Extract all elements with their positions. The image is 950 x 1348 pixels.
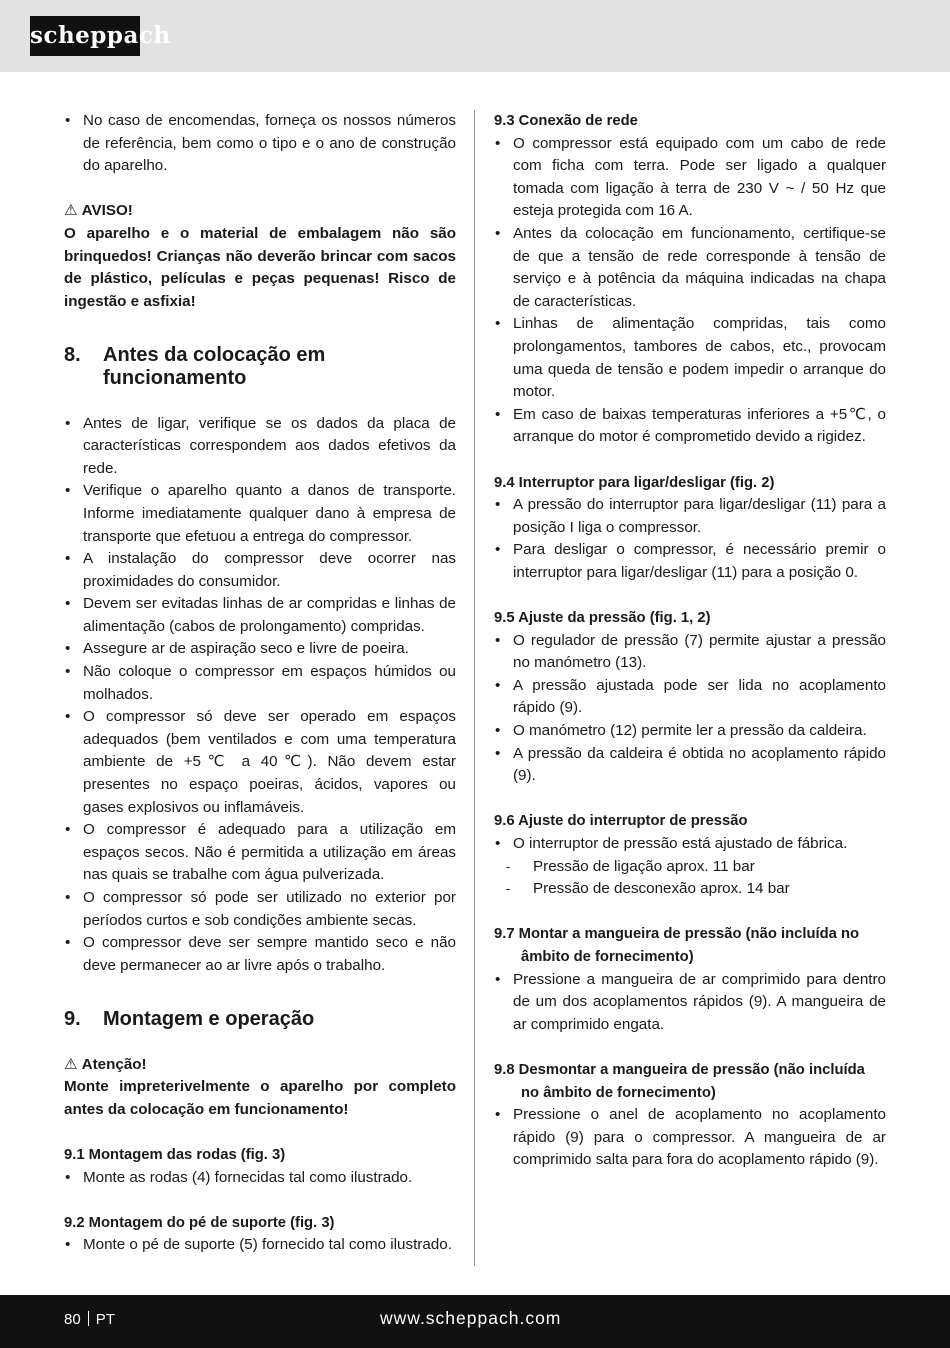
separator [88,1311,89,1326]
section-title: Antes da colocação em funcionamento [103,343,326,389]
subsection-9-7-list [494,969,886,1037]
list-item: • O compressor está equipado com um cabo de rede com ficha com terra. Pode ser ligado a qualquer tomada com ligação à terra de 230 V ~ / 50 Hz que esteja protegida com 16 A. [494,133,886,223]
list-item: • Verifique o aparelho quanto a danos de transporte. Informe imediatamente qualquer dano à empresa de transporte que efetuou a entrega do compressor. [64,480,456,548]
intro-list [64,110,456,178]
list-item: • Antes da colocação em funcionamento, certifique-se de que a tensão de rede corresponde à tensão de serviço e à potência da máquina indicadas na chapa de características. [494,223,886,313]
subsection-9-5-list [494,630,886,788]
list-item: • Assegure ar de aspiração seco e livre de poeira. [64,638,456,661]
subsection-9-2-list [64,1234,456,1257]
page-number [64,1309,115,1331]
website-link[interactable]: www.scheppach.com [380,1308,562,1328]
section-8-list [64,413,456,978]
subsection-9-5-title: 9.5 Ajuste da pressão (fig. 1, 2) [494,610,711,627]
list-item: • Pressione o anel de acoplamento no acoplamento rápido (9) para o compressor. A mangueira de ar comprimido salta para fora do acoplamento rápido (9). [494,1104,886,1172]
subsection-9-4-list [494,494,886,584]
subsection-9-1-title: 9.1 Montagem das rodas (fig. 3) [64,1146,286,1163]
subsection-9-3-title: 9.3 Conexão de rede [494,113,638,129]
section-number: 9. [64,1007,81,1030]
section-9-heading [64,1008,456,1031]
list-item: • Em caso de baixas temperaturas inferiores a +5℃, o arranque do motor é comprometido devido a rigidez. [494,404,886,449]
scheppach-logo: scheppach [30,16,140,56]
list-item: • Antes de ligar, verifique se os dados da placa de características correspondem aos dados efetivos da rede. [64,413,456,481]
attention-text: Monte impreterivelmente o aparelho por completo antes da colocação em funcionamento! [64,1078,456,1118]
subsection-9-6-title: 9.6 Ajuste do interruptor de pressão [494,813,748,830]
list-item: • O compressor é adequado para a utilização em espaços secos. Não é permitida a utilização em áreas nas quais se trabalhe com água pulverizada. [64,819,456,887]
warning-triangle-icon: ⚠ [64,1055,78,1073]
list-item: • A pressão do interruptor para ligar/desligar (11) para a posição I liga o compressor. [494,494,886,539]
section-number: 8. [64,343,81,366]
list-item: - Pressão de ligação aprox. 11 bar [494,856,886,879]
subsection-9-3-list [494,133,886,449]
list-item: • Para desligar o compressor, é necessário premir o interruptor para ligar/desligar (11) para a posição 0. [494,539,886,584]
list-item: • O compressor só pode ser utilizado no exterior por períodos curtos e sob condições ambiente secas. [64,887,456,932]
warning-title: AVISO! [81,202,133,220]
subsection-9-6-list [494,833,886,856]
subsection-9-1-list [64,1167,456,1190]
page-number-value: 80 [64,1311,81,1328]
language-code: PT [95,1311,115,1328]
right-column [494,110,886,1172]
list-item: • Devem ser evitadas linhas de ar compridas e linhas de alimentação (cabos de prolongamento) compridas. [64,593,456,638]
subsection-9-7-title: 9.7 Montar a mangueira de pressão (não incluída no âmbito de fornecimento) [494,926,860,965]
list-item: • O compressor só deve ser operado em espaços adequados (bem ventilados e com uma temperatura ambiente de +5℃ a 40℃). Não devem estar presentes no espaço poeiras, ácidos, vapores ou gases explosivos ou inflamáveis. [64,706,456,819]
list-item: • Não coloque o compressor em espaços húmidos ou molhados. [64,661,456,706]
column-divider [474,110,475,1266]
list-item: • A pressão da caldeira é obtida no acoplamento rápido (9). [494,743,886,788]
attention-heading [64,1054,456,1077]
list-item: • Monte o pé de suporte (5) fornecido tal como ilustrado. [64,1234,456,1257]
page-header [0,0,950,72]
list-item: - Pressão de desconexão aprox. 14 bar [494,878,886,901]
warning-triangle-icon: ⚠ [64,202,78,220]
list-item: • No caso de encomendas, forneça os nossos números de referência, bem como o tipo e o ano de construção do aparelho. [64,110,456,178]
left-column [64,110,456,1257]
list-item: • O interruptor de pressão está ajustado de fábrica. [494,833,886,856]
list-item: • O compressor deve ser sempre mantido seco e não deve permanecer ao ar livre após o trabalho. [64,932,456,977]
list-item: • A instalação do compressor deve ocorrer nas proximidades do consumidor. [64,548,456,593]
section-title: Montagem e operação [103,1007,315,1030]
list-item: • Pressione a mangueira de ar comprimido para dentro de um dos acoplamentos rápidos (9). A mangueira de ar comprimido engata. [494,969,886,1037]
warning-text: O aparelho e o material de embalagem não são brinquedos! Crianças não deverão brincar com sacos de plástico, películas e peças pequenas! Risco de ingestão e asfixia! [64,224,456,310]
attention-title: Atenção! [81,1055,147,1073]
section-8-heading [64,344,456,390]
list-item: • Linhas de alimentação compridas, tais como prolongamentos, tambores de cabos, etc., provocam uma queda de tensão e podem impedir o arranque do motor. [494,313,886,403]
warning-heading [64,200,456,223]
subsection-9-8-title: 9.8 Desmontar a mangueira de pressão (não incluída no âmbito de fornecimento) [494,1061,865,1101]
list-item: • Monte as rodas (4) fornecidas tal como ilustrado. [64,1167,456,1190]
subsection-9-2-title: 9.2 Montagem do pé de suporte (fig. 3) [64,1214,335,1231]
subsection-9-8-list [494,1104,886,1172]
list-item: • A pressão ajustada pode ser lida no acoplamento rápido (9). [494,675,886,720]
list-item: • O manómetro (12) permite ler a pressão da caldeira. [494,720,886,743]
page-footer [0,1295,950,1348]
pressure-settings-list [494,856,886,901]
subsection-9-4-title: 9.4 Interruptor para ligar/desligar (fig. 2) [494,474,775,491]
list-item: • O regulador de pressão (7) permite ajustar a pressão no manómetro (13). [494,630,886,675]
